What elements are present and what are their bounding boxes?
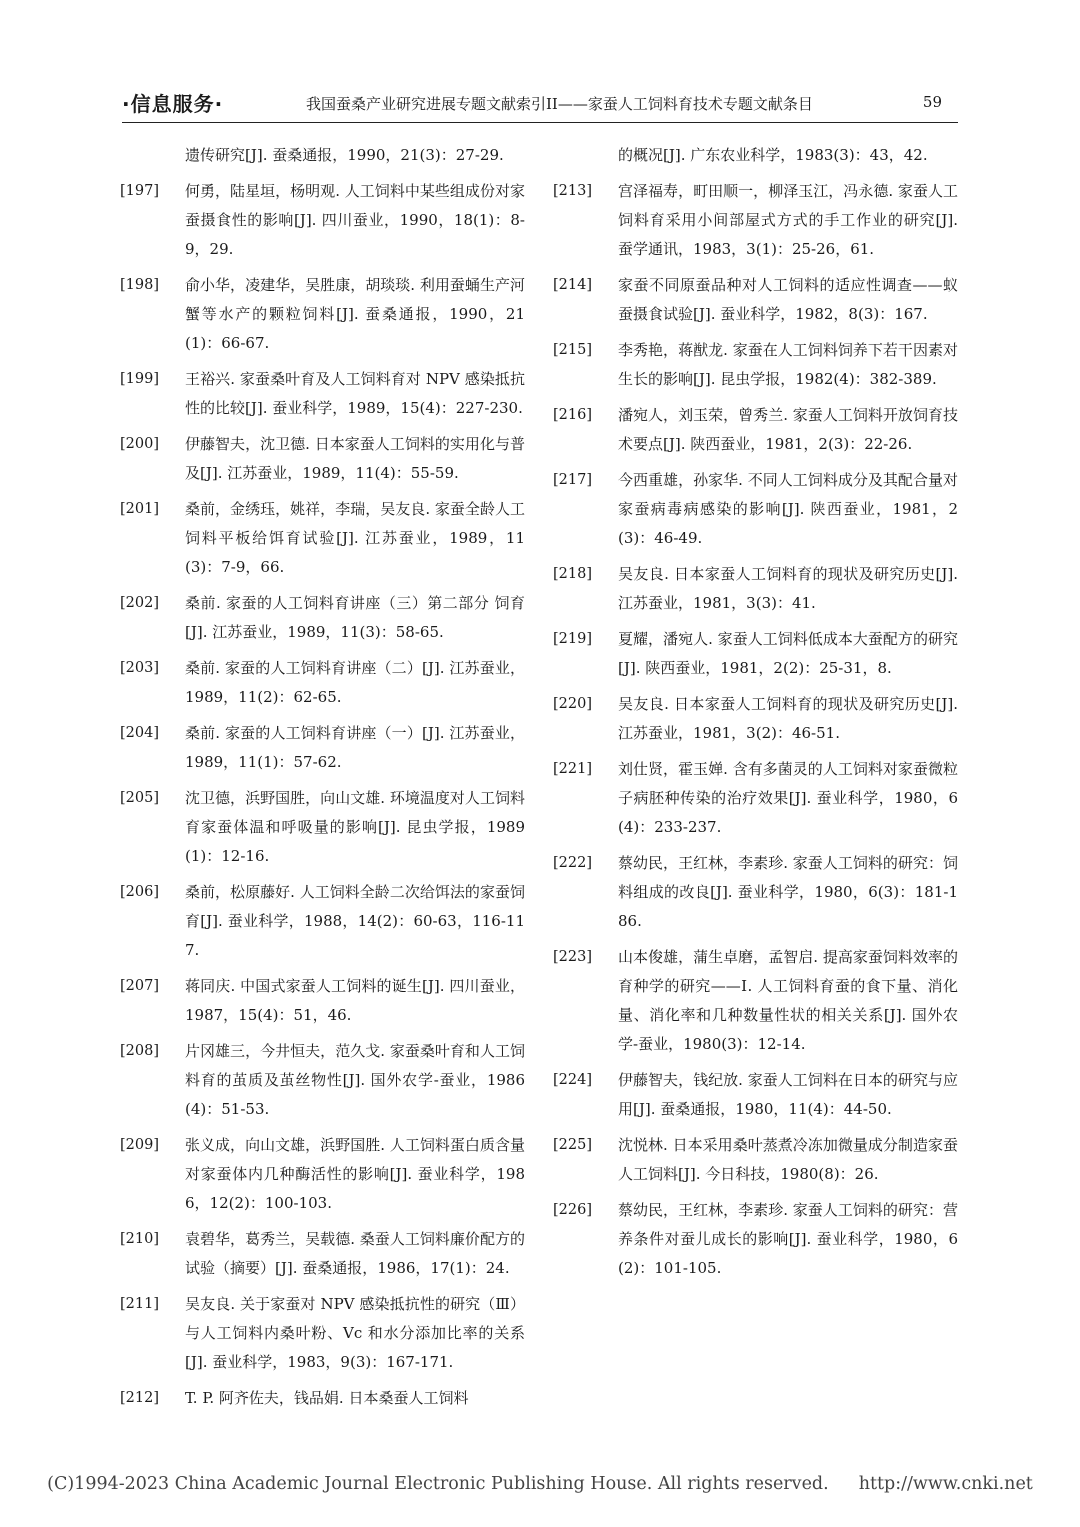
reference-entry <box>120 589 525 647</box>
reference-number: [204] <box>120 725 159 741</box>
reference-entry <box>120 177 525 264</box>
reference-number: [207] <box>120 978 159 994</box>
reference-number: [205] <box>120 790 159 806</box>
reference-entry <box>120 430 525 488</box>
page-footer <box>0 1474 1080 1494</box>
left-column <box>120 141 525 1420</box>
page-number: 59 <box>922 93 942 111</box>
right-column <box>553 141 958 1290</box>
reference-number: [212] <box>120 1390 159 1406</box>
reference-number: [222] <box>553 855 592 871</box>
reference-text: 桑前. 家蚕的人工饲料育讲座（二）[J]. 江苏蚕业，1989，11(2)：62-65. <box>185 659 525 706</box>
reference-entry <box>553 849 958 936</box>
reference-text: 吴友良. 日本家蚕人工饲料育的现状及研究历史[J]. 江苏蚕业，1981，3(3)：41. <box>618 565 958 612</box>
reference-text: 蔡幼民，王红林，李素珍. 家蚕人工饲料的研究：营养条件对蚕儿成长的影响[J]. 蚕业科学，1980，6(2)：101-105. <box>618 1201 958 1277</box>
reference-text: 桑前. 家蚕的人工饲料育讲座（三）第二部分 饲育[J]. 江苏蚕业，1989，11(3)：58-65. <box>185 594 525 641</box>
reference-text: 袁碧华，葛秀兰，吴载德. 桑蚕人工饲料廉价配方的试验（摘要）[J]. 蚕桑通报，1986，17(1)：24. <box>185 1230 525 1277</box>
reference-entry <box>553 560 958 618</box>
reference-text: 沈卫德，浜野国胜，向山文雄. 环境温度对人工饲料育家蚕体温和呼吸量的影响[J]. 昆虫学报，1989(1)：12-16. <box>185 789 525 865</box>
reference-text: 遗传研究[J]. 蚕桑通报，1990，21(3)：27-29. <box>185 146 504 164</box>
reference-text: 吴友良. 关于家蚕对 NPV 感染抵抗性的研究（Ⅲ）与人工饲料内桑叶粉、Vc 和水分添加比率的关系[J]. 蚕业科学，1983，9(3)：167-171. <box>185 1295 525 1371</box>
source-url[interactable]: http://www.cnki.net <box>858 1474 1033 1494</box>
reference-number: [215] <box>553 342 592 358</box>
reference-text: 俞小华，凌建华，吴胜康，胡琰琰. 利用蚕蛹生产河蟹等水产的颗粒饲料[J]. 蚕桑通报，1990，21(1)：66-67. <box>185 276 525 352</box>
reference-entry <box>553 401 958 459</box>
reference-number: [197] <box>120 183 159 199</box>
reference-text: 蔡幼民，王红林，李素珍. 家蚕人工饲料的研究：饲料组成的改良[J]. 蚕业科学，1980，6(3)：181-186. <box>618 854 958 930</box>
reference-number: [199] <box>120 371 159 387</box>
reference-continuation <box>553 141 958 170</box>
reference-text: 桑前，松原藤好. 人工饲料全龄二次给饵法的家蚕饲育[J]. 蚕业科学，1988，14(2)：60-63，116-117. <box>185 883 525 959</box>
reference-entry <box>120 719 525 777</box>
reference-entry <box>553 625 958 683</box>
running-title: 我国蚕桑产业研究进展专题文献索引II——家蚕人工饲料育技术专题文献条目 <box>306 95 813 113</box>
reference-number: [217] <box>553 472 592 488</box>
reference-entry <box>553 943 958 1059</box>
reference-number: [224] <box>553 1072 592 1088</box>
reference-text: 伊藤智夫，沈卫德. 日本家蚕人工饲料的实用化与普及[J]. 江苏蚕业，1989，11(4)：55-59. <box>185 435 525 482</box>
reference-number: [220] <box>553 696 592 712</box>
reference-entry <box>553 271 958 329</box>
reference-entry <box>120 784 525 871</box>
reference-number: [200] <box>120 436 159 452</box>
reference-entry <box>553 690 958 748</box>
reference-number: [198] <box>120 277 159 293</box>
reference-entry <box>120 1290 525 1377</box>
reference-entry <box>120 495 525 582</box>
reference-text: T. P. 阿齐佐夫，钱品娟. 日本桑蚕人工饲料 <box>185 1389 469 1407</box>
reference-text: 山本俊雄，蒲生卓磨，孟智启. 提高家蚕饲料效率的育种学的研究——Ⅰ. 人工饲料育蚕的食下量、消化量、消化率和几种数量性状的相关关系[J]. 国外农学-蚕业，1980(3)：12-14. <box>618 948 958 1053</box>
reference-number: [213] <box>553 183 592 199</box>
reference-number: [210] <box>120 1231 159 1247</box>
reference-entry <box>120 1131 525 1218</box>
reference-text: 桑前，金绣珏，姚祥，李瑞，吴友良. 家蚕全龄人工饲料平板给饵育试验[J]. 江苏蚕业，1989，11(3)：7-9，66. <box>185 500 525 576</box>
reference-number: [203] <box>120 660 159 676</box>
reference-text: 刘仕贤，霍玉婵. 含有多菌灵的人工饲料对家蚕微粒子病胚种传染的治疗效果[J]. 蚕业科学，1980，6(4)：233-237. <box>618 760 958 836</box>
reference-number: [202] <box>120 595 159 611</box>
reference-entry <box>120 1225 525 1283</box>
reference-text: 今西重雄，孙家华. 不同人工饲料成分及其配合量对家蚕病毒病感染的影响[J]. 陕西蚕业，1981，2(3)：46-49. <box>618 471 958 547</box>
reference-number: [201] <box>120 501 159 517</box>
reference-text: 何勇，陆星垣，杨明观. 人工饲料中某些组成份对家蚕摄食性的影响[J]. 四川蚕业，1990，18(1)：8-9，29. <box>185 182 525 258</box>
reference-text: 沈悦林. 日本采用桑叶蒸煮冷冻加微量成分制造家蚕人工饲料[J]. 今日科技，1980(8)：26. <box>618 1136 958 1183</box>
reference-entry <box>120 271 525 358</box>
reference-number: [214] <box>553 277 592 293</box>
reference-text: 蒋同庆. 中国式家蚕人工饲料的诞生[J]. 四川蚕业，1987，15(4)：51，46. <box>185 977 525 1024</box>
reference-entry <box>120 1037 525 1124</box>
reference-text: 王裕兴. 家蚕桑叶育及人工饲料育对 NPV 感染抵抗性的比较[J]. 蚕业科学，1989，15(4)：227-230. <box>185 370 525 417</box>
reference-text: 潘宛人，刘玉荣，曾秀兰. 家蚕人工饲料开放饲育技术要点[J]. 陕西蚕业，1981，2(3)：22-26. <box>618 406 958 453</box>
reference-entry <box>553 336 958 394</box>
reference-entry <box>553 466 958 553</box>
copyright-notice: (C)1994-2023 China Academic Journal Electronic Publishing House. All rights reserved. <box>47 1474 829 1494</box>
reference-continuation <box>120 141 525 170</box>
reference-text: 宫泽福寿，町田顺一，柳泽玉江，冯永德. 家蚕人工饲料育采用小间部屋式方式的手工作业的研究[J]. 蚕学通讯，1983，3(1)：25-26，61. <box>618 182 958 258</box>
reference-number: [221] <box>553 761 592 777</box>
page-header <box>122 86 958 123</box>
reference-entry <box>120 972 525 1030</box>
reference-number: [208] <box>120 1043 159 1059</box>
section-label: ·信息服务· <box>122 92 224 116</box>
reference-number: [219] <box>553 631 592 647</box>
reference-text: 吴友良. 日本家蚕人工饲料育的现状及研究历史[J]. 江苏蚕业，1981，3(2)：46-51. <box>618 695 958 742</box>
reference-number: [223] <box>553 949 592 965</box>
reference-text: 家蚕不同原蚕品种对人工饲料的适应性调查——蚁蚕摄食试验[J]. 蚕业科学，1982，8(3)：167. <box>618 276 958 323</box>
reference-text: 片冈雄三，今井恒夫，范久戈. 家蚕桑叶育和人工饲料育的茧质及茧丝物性[J]. 国外农学-蚕业，1986(4)：51-53. <box>185 1042 525 1118</box>
reference-text: 桑前. 家蚕的人工饲料育讲座（一）[J]. 江苏蚕业，1989，11(1)：57-62. <box>185 724 525 771</box>
reference-entry <box>120 1384 525 1413</box>
reference-text: 夏耀，潘宛人. 家蚕人工饲料低成本大蚕配方的研究[J]. 陕西蚕业，1981，2(2)：25-31，8. <box>618 630 958 677</box>
reference-text: 伊藤智夫，钱纪放. 家蚕人工饲料在日本的研究与应用[J]. 蚕桑通报，1980，11(4)：44-50. <box>618 1071 958 1118</box>
reference-number: [209] <box>120 1137 159 1153</box>
reference-entry <box>553 1066 958 1124</box>
reference-number: [211] <box>120 1296 159 1312</box>
reference-text: 张义成，向山文雄，浜野国胜. 人工饲料蛋白质含量对家蚕体内几种酶活性的影响[J]. 蚕业科学，1986，12(2)：100-103. <box>185 1136 525 1212</box>
reference-entry <box>120 878 525 965</box>
reference-entry <box>553 1131 958 1189</box>
reference-text: 李秀艳，蒋猷龙. 家蚕在人工饲料饲养下若干因素对生长的影响[J]. 昆虫学报，1982(4)：382-389. <box>618 341 958 388</box>
reference-entry <box>120 365 525 423</box>
reference-text: 的概况[J]. 广东农业科学，1983(3)：43，42. <box>618 146 928 164</box>
reference-entry <box>553 1196 958 1283</box>
reference-number: [225] <box>553 1137 592 1153</box>
reference-number: [226] <box>553 1202 592 1218</box>
reference-number: [218] <box>553 566 592 582</box>
reference-entry <box>553 177 958 264</box>
reference-number: [216] <box>553 407 592 423</box>
reference-number: [206] <box>120 884 159 900</box>
reference-entry <box>553 755 958 842</box>
reference-entry <box>120 654 525 712</box>
